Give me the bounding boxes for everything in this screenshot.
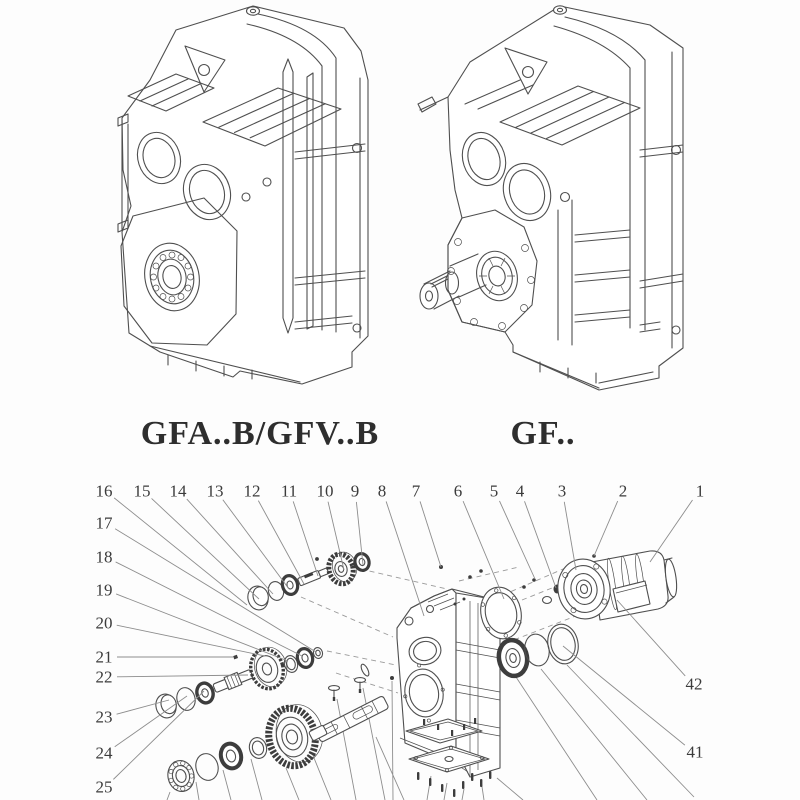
callout-leader-line <box>617 600 685 676</box>
callout-leader-line <box>386 501 424 616</box>
callout-number: 15 <box>133 481 151 501</box>
left-figure-caption: GFA..B/GFV..B <box>140 415 380 452</box>
callout-number: 25 <box>95 777 113 797</box>
callout-leader-line <box>187 499 273 594</box>
intermediate-pinion-shaft <box>212 667 254 694</box>
intermediate-gear <box>246 644 291 693</box>
shaft-keys <box>329 678 366 701</box>
callout-number: 41 <box>686 742 704 762</box>
callout-number: 9 <box>350 481 360 501</box>
exploded-parts-diagram <box>153 549 694 800</box>
callout-number: 8 <box>377 481 387 501</box>
callout-number: 1 <box>695 481 705 501</box>
washer <box>247 736 269 761</box>
motor-assembly <box>553 551 678 623</box>
callout-number: 6 <box>453 481 463 501</box>
housing-silhouette <box>122 6 368 384</box>
callout-number: 21 <box>95 647 113 667</box>
callout-number: 10 <box>316 481 334 501</box>
bearing <box>295 647 314 669</box>
end-cap <box>153 692 179 720</box>
callout-number: 11 <box>280 481 298 501</box>
callout-number: 20 <box>95 613 113 633</box>
callout-number: 24 <box>95 743 113 763</box>
callout-number: 2 <box>618 481 628 501</box>
callout-number: 23 <box>95 707 113 727</box>
callout-number: 3 <box>557 481 567 501</box>
callout-number: 14 <box>169 481 187 501</box>
callout-leader-line <box>564 502 576 570</box>
oil-plug-boss <box>554 6 567 14</box>
callout-number: 12 <box>243 481 261 501</box>
ball-bearing <box>165 758 197 794</box>
callout-number: 13 <box>206 481 224 501</box>
bottom-cover-set <box>406 718 491 797</box>
callout-leader-line <box>115 696 187 747</box>
callout-number: 7 <box>411 481 421 501</box>
callout-number: 18 <box>95 547 113 567</box>
bearing <box>218 741 244 770</box>
input-shaft <box>297 566 329 585</box>
input-shaft-assembly <box>245 549 371 612</box>
long-bolt-head <box>390 676 394 680</box>
callout-number: 22 <box>95 667 113 687</box>
callout-number: 5 <box>489 481 499 501</box>
callout-leader-line <box>463 501 504 599</box>
callout-leader-line <box>594 501 618 556</box>
housing-silhouette <box>448 6 683 390</box>
input-pinion-gear <box>325 549 360 586</box>
callout-number: 4 <box>515 481 525 501</box>
intermediate-shaft-assembly <box>153 644 324 721</box>
snap-ring <box>193 751 221 783</box>
gf-isometric-figure <box>418 6 683 390</box>
callout-number: 42 <box>685 674 703 694</box>
callout-leader-line <box>117 625 265 656</box>
callout-leader-line <box>525 501 556 588</box>
callout-leader-line <box>650 500 693 562</box>
callout-leader-line <box>114 498 247 605</box>
gfab-gfvb-isometric-figure <box>118 6 368 384</box>
left-flange-tab <box>418 97 448 112</box>
callout-leader-line <box>116 562 302 656</box>
callout-leader-line <box>499 501 535 579</box>
callout-number: 16 <box>95 481 113 501</box>
right-figure-caption: GF.. <box>510 415 576 452</box>
callout-leader-line <box>293 501 318 576</box>
set-screw <box>315 557 319 561</box>
oil-plug-boss <box>247 7 260 15</box>
callout-number: 19 <box>95 580 113 600</box>
shim-ring <box>544 621 582 666</box>
callout-number: 17 <box>95 513 113 533</box>
bearing <box>195 681 216 704</box>
callout-leader-line <box>563 646 685 745</box>
callout-leader-line <box>420 501 441 567</box>
